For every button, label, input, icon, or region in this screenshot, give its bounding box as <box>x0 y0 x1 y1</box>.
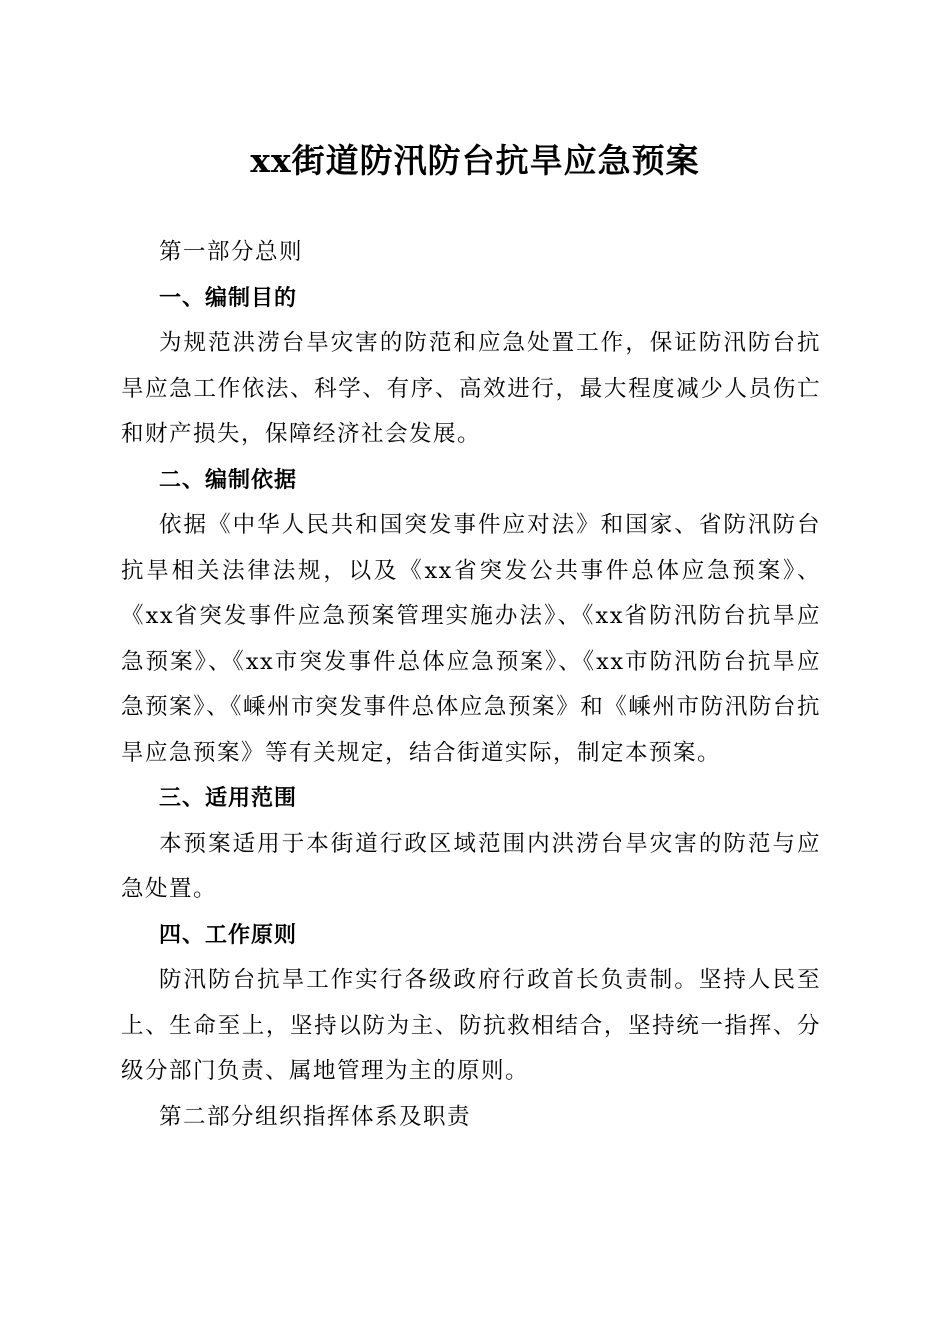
document-body <box>121 230 821 1140</box>
section-heading-principles: 四、工作原则 <box>159 922 298 948</box>
section-paragraph-principles: 防汛防台抗旱工作实行各级政府行政首长负责制。坚持人民至上、生命至上，坚持以防为主、防抗救相结合，坚持统一指挥、分级分部门负责、属地管理为主的原则。 <box>121 967 821 1084</box>
section-heading-basis: 二、编制依据 <box>159 467 298 493</box>
part-two-heading: 第二部分组织指挥体系及职责 <box>159 1103 472 1130</box>
section-paragraph-scope: 本预案适用于本街道行政区域范围内洪涝台旱灾害的防范与应急处置。 <box>121 830 821 902</box>
part-one-heading: 第一部分总则 <box>159 239 304 265</box>
section-heading-purpose: 一、编制目的 <box>159 285 298 311</box>
section-paragraph-basis: 依据《中华人民共和国突发事件应对法》和国家、省防汛防台抗旱相关法律法规，以及《xx省突发公共事件总体应急预案》、《xx省突发事件应急预案管理实施办法》、《xx省防汛防台抗旱应急预案》、《xx市突发事件总体应急预案》、《xx市防汛防台抗旱应急预案》、《嵊州市突发事件总体应急预案》和《嵊州市防汛防台抗旱应急预案》等有关规定，结合街道实际，制定本预案。 <box>121 512 821 766</box>
document-title: xx街道防汛防台抗旱应急预案 <box>250 141 700 180</box>
section-paragraph-purpose: 为规范洪涝台旱灾害的防范和应急处置工作，保证防汛防台抗旱应急工作依法、科学、有序、高效进行，最大程度减少人员伤亡和财产损失，保障经济社会发展。 <box>121 330 821 447</box>
section-heading-scope: 三、适用范围 <box>159 786 298 811</box>
